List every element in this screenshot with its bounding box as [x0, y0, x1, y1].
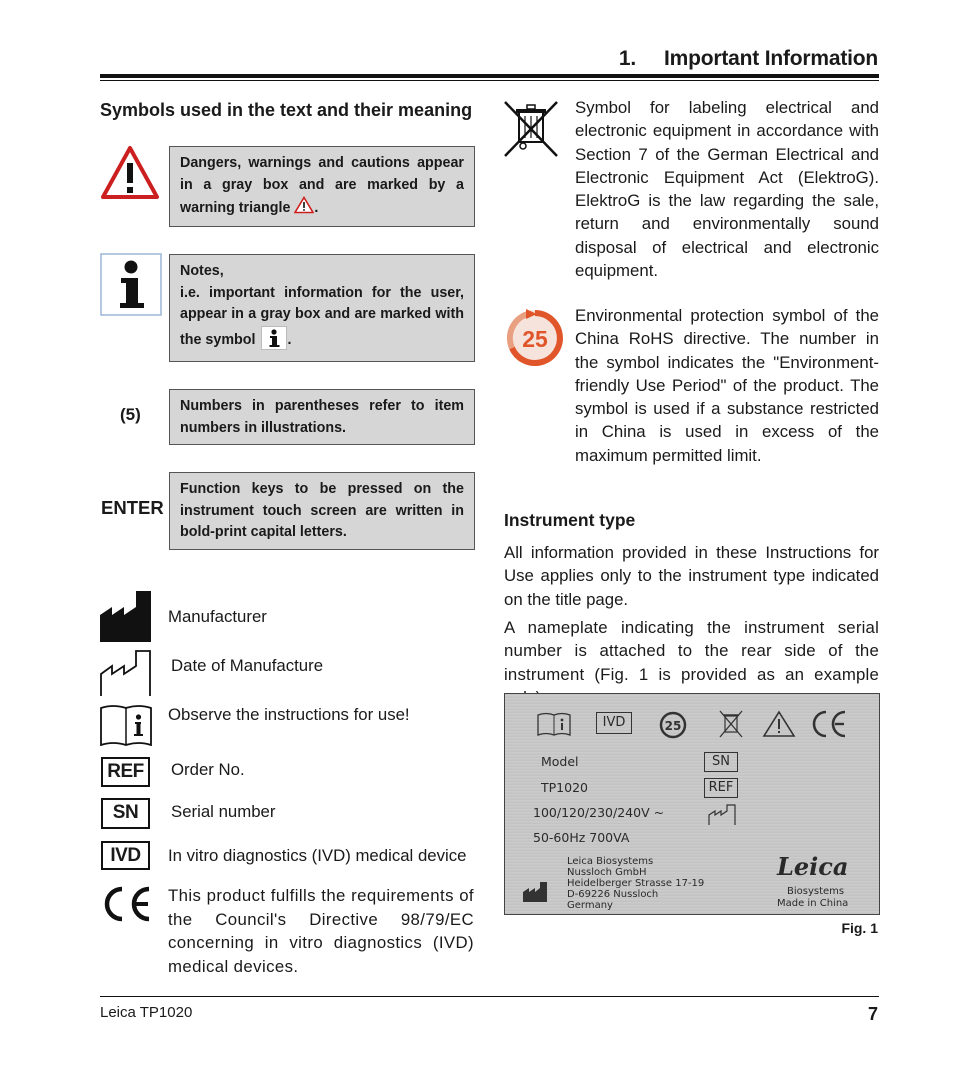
- item-number-label: (5): [120, 405, 141, 424]
- date-of-manufacture-text: Date of Manufacture: [171, 656, 324, 675]
- nameplate-rohs-icon: [658, 710, 688, 740]
- notes-box-title: Notes,: [180, 263, 224, 279]
- nameplate-model-label: Model: [541, 754, 579, 769]
- ce-mark-icon: [100, 886, 152, 922]
- chapter-number: 1.: [618, 47, 637, 70]
- nameplate-address: [567, 856, 704, 911]
- page-number: 7: [867, 1004, 878, 1024]
- nameplate-manufacturer-icon: [523, 882, 547, 902]
- notes-box: [169, 254, 475, 362]
- header-rule-thick: [100, 74, 879, 78]
- nameplate-ce-icon: [811, 710, 847, 738]
- ref-badge: REF: [101, 757, 150, 787]
- nameplate-book-icon: [537, 712, 571, 736]
- nameplate-voltage: 100/120/230/240V ~: [533, 805, 665, 820]
- function-keys-box: Function keys to be pressed on the instrument touch screen are written in bold-print capital letters.: [169, 472, 475, 550]
- rohs-text: Environmental protection symbol of the China RoHS directive. The number in the symbol indicates the "Environment-friendly Use Period" of the product. The symbol is used if a substance restricted in China is used in excess of the maximum permitted limit.: [575, 306, 879, 465]
- nameplate-model-value: TP1020: [541, 780, 588, 795]
- order-no-text: Order No.: [171, 760, 245, 779]
- nameplate-address-line-4: D-69226 Nussloch: [567, 889, 659, 900]
- nameplate-weee-icon: [719, 710, 743, 740]
- notes-box-text: i.e. important information for the user, appear in a gray box and are marked with the symbol: [180, 284, 464, 348]
- rohs-badge-number: 25: [522, 326, 548, 352]
- instrument-type-title: Instrument type: [504, 510, 636, 530]
- warning-box-suffix: .: [314, 200, 319, 216]
- ivd-text: In vitro diagnostics (IVD) medical device: [168, 846, 467, 865]
- nameplate-address-line-1: Leica Biosystems: [567, 856, 654, 867]
- header-rule-thin: [100, 80, 879, 81]
- numbers-box: Numbers in parentheses refer to item numbers in illustrations.: [169, 389, 475, 445]
- footer-product: Leica TP1020: [100, 1004, 193, 1021]
- inline-warning-triangle-icon: [294, 196, 314, 214]
- instructions-book-icon: [100, 703, 152, 746]
- nameplate-power: 50-60Hz 700VA: [533, 830, 630, 845]
- page-header-title: [619, 47, 878, 71]
- nameplate-address-line-3: Heidelberger Strasse 17-19: [567, 878, 705, 889]
- nameplate-sn: SN: [704, 752, 738, 772]
- nameplate-address-line-2: Nussloch GmbH: [567, 867, 647, 878]
- ce-text: This product fulfills the requirements of the Council's Directive 98/79/EC concerning in vitro diagnostics (IVD) medical devices.: [168, 886, 474, 976]
- chapter-title: Important Information: [664, 47, 878, 70]
- warning-triangle-icon: [100, 144, 160, 200]
- manufacturer-text: Manufacturer: [168, 607, 267, 626]
- inline-info-icon: [261, 326, 287, 350]
- nameplate-brand: Leica: [777, 852, 849, 881]
- enter-key-label: ENTER: [101, 497, 164, 518]
- notes-box-suffix: .: [287, 331, 292, 348]
- section-title: Symbols used in the text and their meaning: [100, 100, 473, 120]
- nameplate-rohs-number: 25: [664, 719, 682, 733]
- figure-label: Fig. 1: [841, 920, 878, 936]
- nameplate-made-in: Made in China: [777, 898, 849, 909]
- instrument-type-paragraph-2: A nameplate indicating the instrument serial number is attached to the rear side of the instrument (Fig. 1 is provided as an example: [504, 618, 879, 684]
- instrument-type-paragraph-1: All information provided in these Instructions for Use applies only to the instrument type indicated on the title page.: [504, 543, 879, 609]
- rohs-25-icon: [504, 308, 566, 368]
- weee-text: Symbol for labeling electrical and electronic equipment in accordance with Section 7 of the German Electrical and Electronic Equipment Act (ElektroG). ElektroG is the law regarding the sale, return and environmentally sound disposal of electrical and electronic equipment.: [575, 98, 879, 281]
- serial-number-text: Serial number: [171, 802, 276, 821]
- nameplate-figure: [504, 693, 880, 915]
- nameplate-ivd: IVD: [596, 712, 632, 734]
- ivd-badge: IVD: [101, 841, 150, 870]
- info-icon: [100, 253, 162, 316]
- sn-badge: SN: [101, 798, 150, 829]
- manufacturer-icon: [100, 591, 152, 642]
- footer-rule: [100, 996, 879, 997]
- weee-bin-icon: [503, 100, 559, 158]
- date-of-manufacture-icon: [100, 650, 152, 697]
- nameplate-date-icon: [708, 804, 736, 826]
- warning-box-text: Dangers, warnings and cautions appear in a gray box and are marked by a warning triangle: [180, 155, 464, 216]
- nameplate-brand-sub: Biosystems: [787, 886, 845, 897]
- warning-box: [169, 146, 475, 227]
- nameplate-warning-icon: [762, 710, 796, 738]
- observe-instructions-text: Observe the instructions for use!: [168, 705, 410, 724]
- nameplate-address-line-5: Germany: [567, 900, 613, 911]
- nameplate-ref: REF: [704, 778, 738, 798]
